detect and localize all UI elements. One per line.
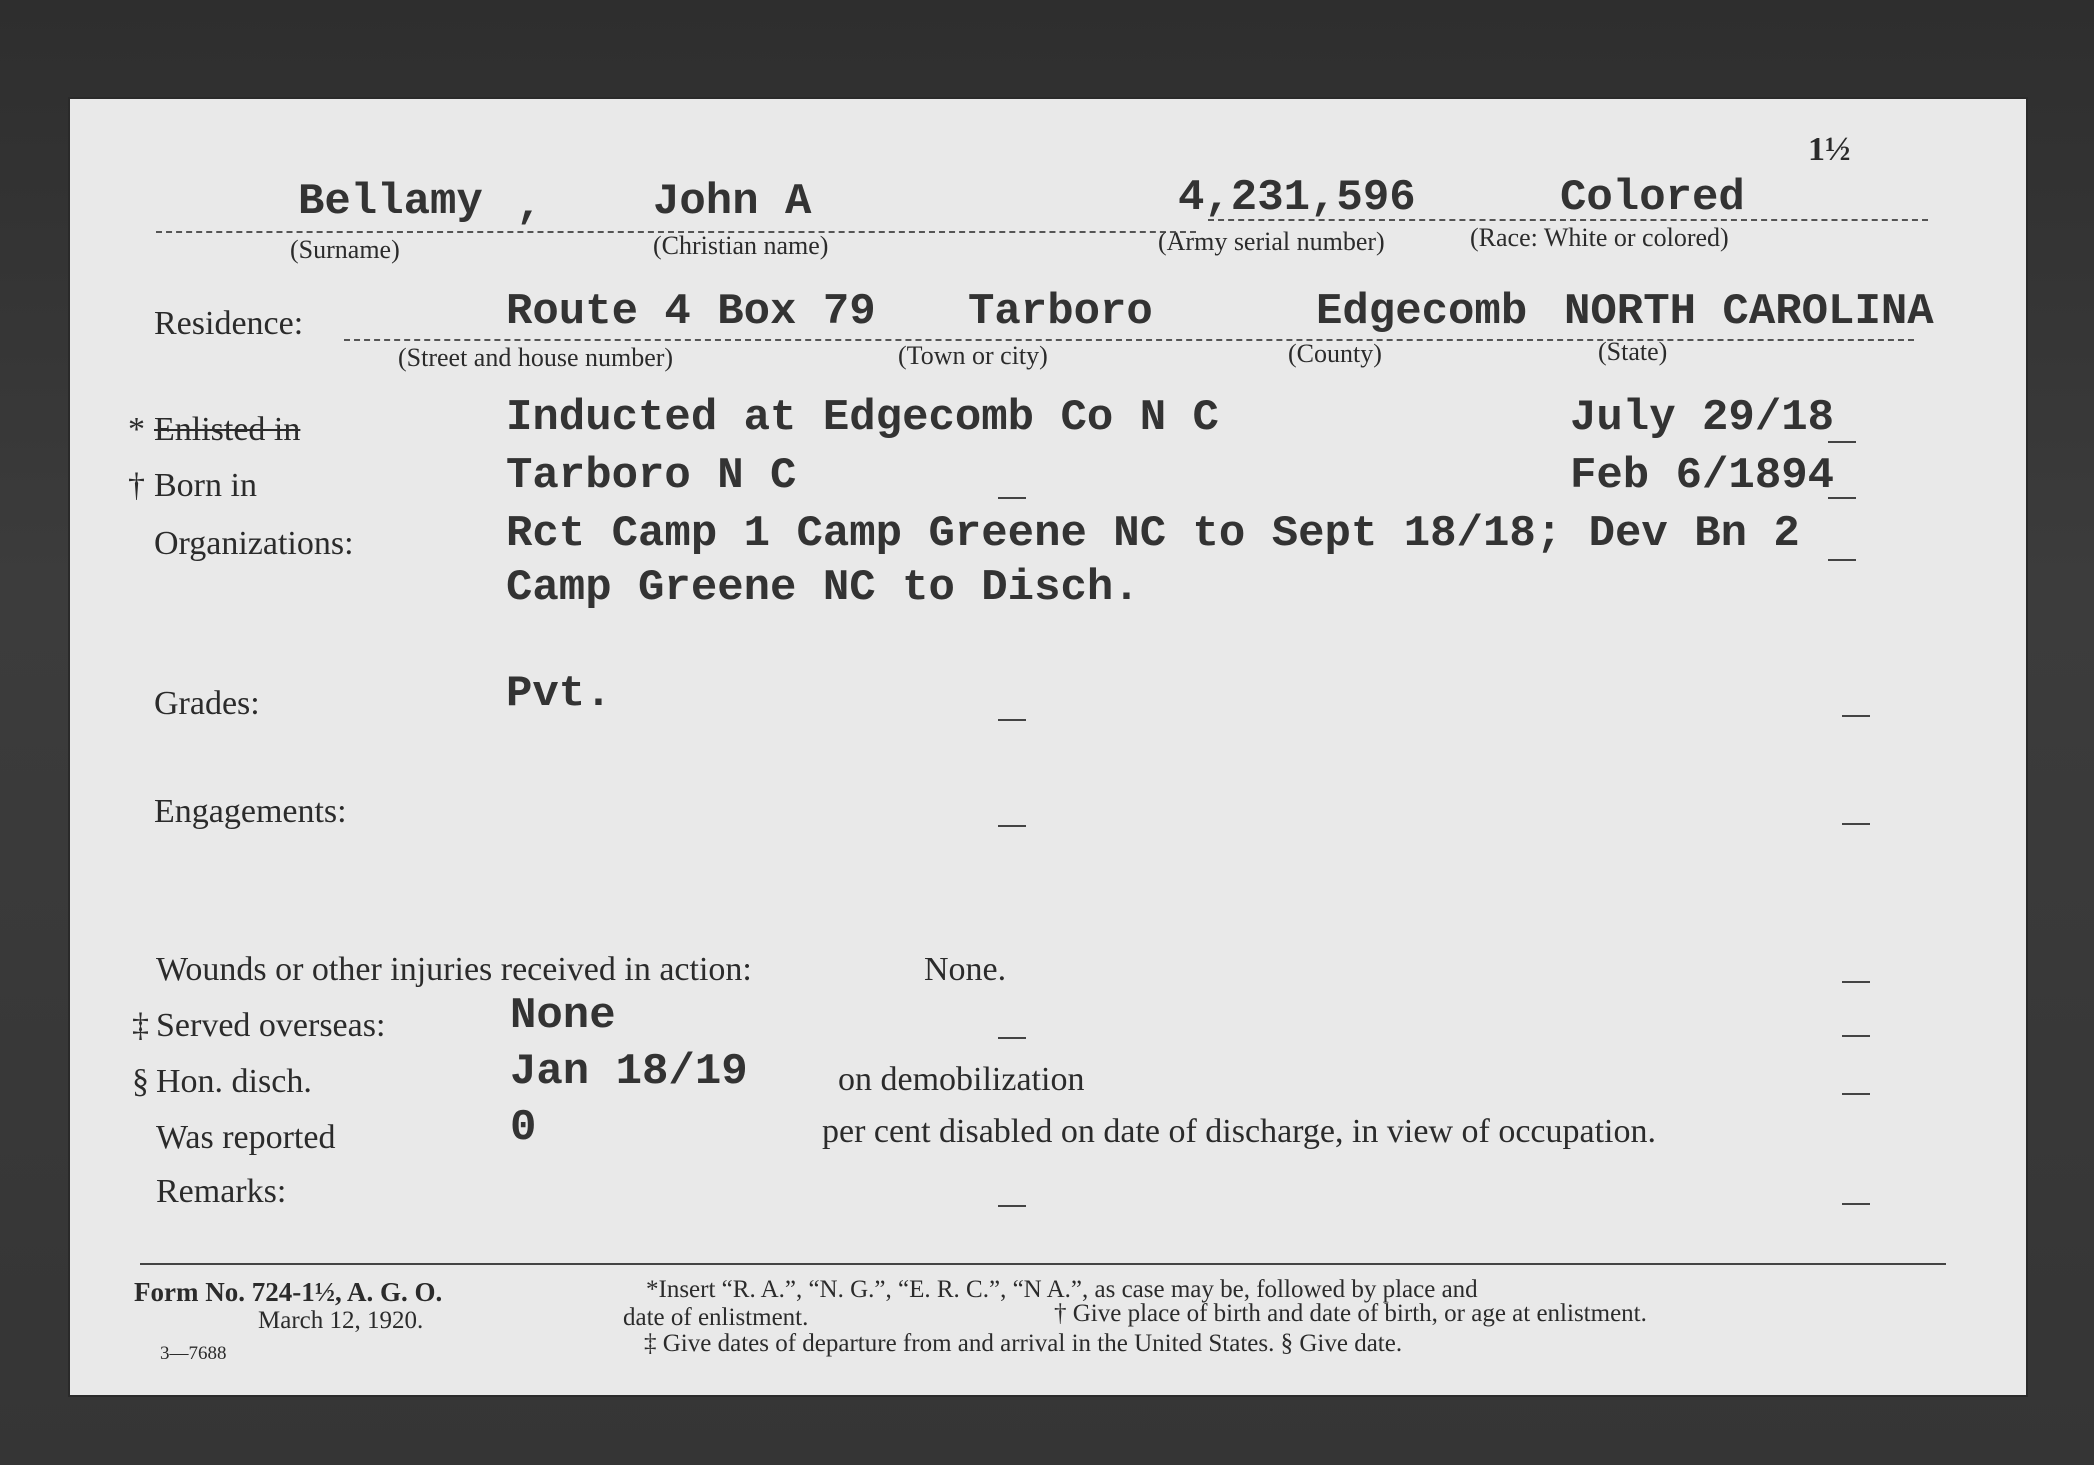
footnote-enlistment: date of enlistment. [623,1304,809,1331]
caption-town: (Town or city) [898,341,1048,370]
enlisted-mark: * [128,411,145,448]
discharge-dash [1842,1093,1870,1095]
remarks-mid-dash [998,1205,1026,1207]
wounds-value: None. [924,951,1007,988]
race-value: Colored [1560,173,1745,223]
service-record-card [68,97,2028,1397]
enlisted-label: Enlisted in [154,411,301,448]
caption-race: (Race: White or colored) [1470,223,1729,252]
wounds-dash [1842,981,1870,983]
form-date: March 12, 1920. [258,1307,424,1334]
engagements-mid-dash [998,825,1026,827]
overseas-label: Served overseas: [156,1007,386,1044]
caption-surname: (Surname) [290,235,400,264]
grades-mid-dash [998,719,1026,721]
serial-number-value: 4,231,596 [1178,173,1416,223]
grades-end-dash [1842,715,1870,717]
discharge-label: Hon. disch. [156,1063,312,1100]
born-label: Born in [154,467,257,504]
organizations-line-2: Camp Greene NC to Disch. [506,563,1140,613]
born-date: Feb 6/1894 [1570,451,1835,501]
caption-christian-name: (Christian name) [653,231,829,260]
overseas-mark: ‡ [132,1007,149,1044]
name-rule-right [1208,219,1928,221]
wounds-label: Wounds or other injuries received in action: [156,951,752,988]
discharge-note: on demobilization [838,1061,1085,1098]
organizations-label: Organizations: [154,525,354,562]
name-comma: , [516,181,543,231]
reported-label: Was reported [156,1119,336,1156]
reported-value: 0 [510,1103,537,1153]
grades-value: Pvt. [506,669,612,719]
born-mark: † [128,467,145,504]
footnote-birth: † Give place of birth and date of birth, or age at enlistment. [1054,1300,1647,1327]
overseas-value: None [510,991,616,1041]
form-number: Form No. 724-1½, A. G. O. [134,1277,443,1307]
born-value: Tarboro N C [506,451,797,501]
organizations-dash [1828,559,1856,561]
caption-street: (Street and house number) [398,343,674,372]
remarks-end-dash [1842,1203,1870,1205]
print-code: 3—7688 [160,1343,227,1364]
residence-street-value: Route 4 Box 79 [506,287,876,337]
born-mid-dash [998,497,1026,499]
remarks-label: Remarks: [156,1173,287,1210]
residence-state-value: NORTH CAROLINA [1564,287,1934,337]
discharge-mark: § [132,1063,149,1100]
overseas-mid-dash [998,1037,1026,1039]
reported-text: per cent disabled on date of discharge, in view of occupation. [822,1113,1656,1150]
born-date-dash [1828,497,1856,499]
grades-label: Grades: [154,685,260,722]
footnote-overseas: ‡ Give dates of departure from and arrival in the United States. § Give date. [644,1330,1403,1357]
organizations-line-1: Rct Camp 1 Camp Greene NC to Sept 18/18; Dev Bn 2 [506,509,1800,559]
overseas-end-dash [1842,1035,1870,1037]
residence-rule [344,339,1914,341]
caption-serial-number: (Army serial number) [1158,227,1385,256]
enlisted-value: Inducted at Edgecomb Co N C [506,393,1219,443]
residence-county-value: Edgecomb [1316,287,1528,337]
enlisted-date: July 29/18 [1570,393,1835,443]
engagements-end-dash [1842,823,1870,825]
christian-name-value: John A [653,177,812,227]
enlisted-date-dash [1828,441,1856,443]
caption-state: (State) [1598,337,1668,366]
caption-county: (County) [1288,339,1382,368]
footer-rule [140,1263,1946,1265]
engagements-label: Engagements: [154,793,347,830]
residence-label: Residence: [154,305,304,342]
form-fraction: 1½ [1808,131,1851,168]
surname-value: Bellamy [298,177,483,227]
footnote-insert: *Insert “R. A.”, “N. G.”, “E. R. C.”, “N A.”, as case may be, followed by place and [646,1276,1478,1303]
discharge-date: Jan 18/19 [510,1047,748,1097]
residence-town-value: Tarboro [968,287,1153,337]
